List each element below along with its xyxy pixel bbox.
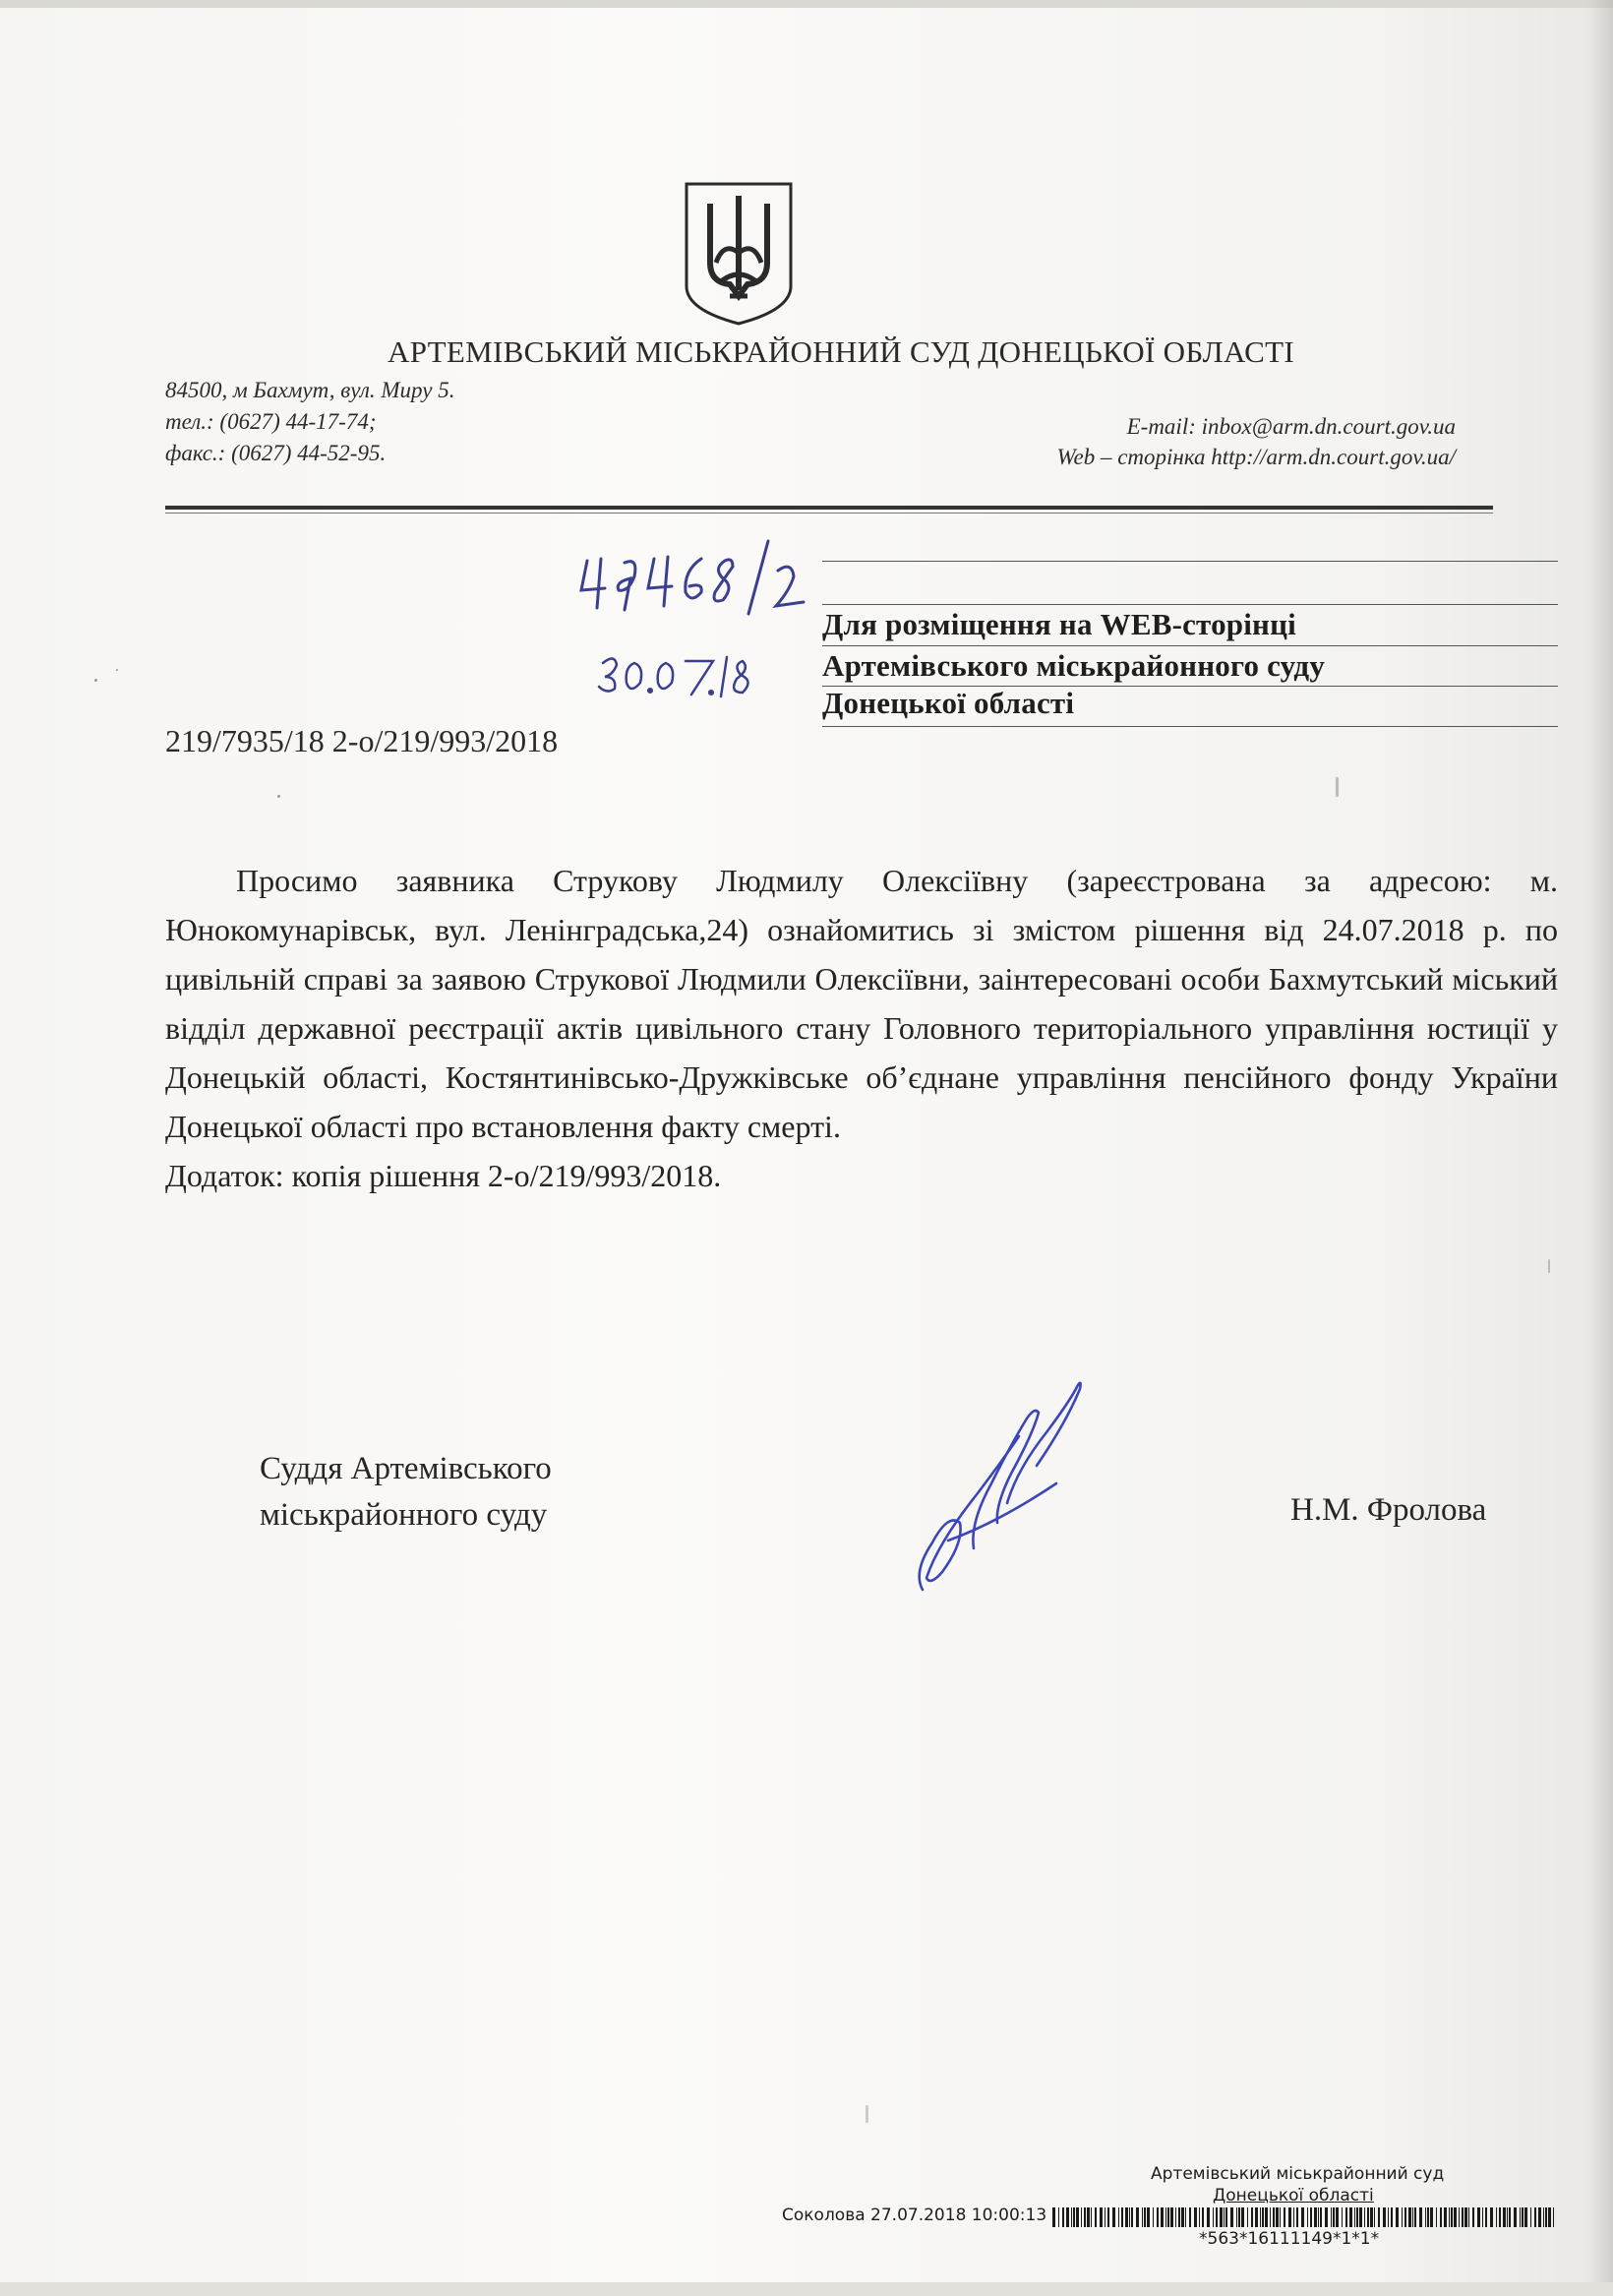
barcode-bar bbox=[1370, 2207, 1373, 2227]
barcode-bar bbox=[1514, 2207, 1517, 2227]
barcode-bar bbox=[1499, 2207, 1501, 2227]
barcode-bar bbox=[1161, 2207, 1164, 2227]
barcode-bar bbox=[1175, 2207, 1176, 2227]
barcode-bar bbox=[1451, 2207, 1453, 2227]
barcode-bar bbox=[1073, 2207, 1075, 2227]
barcode-bar bbox=[1066, 2207, 1069, 2227]
barcode-bar bbox=[1238, 2207, 1240, 2227]
barcode-bar bbox=[1333, 2207, 1335, 2227]
barcode-bar bbox=[1185, 2207, 1186, 2227]
barcode-bar bbox=[1538, 2207, 1541, 2227]
registration-stamp bbox=[782, 2164, 1559, 2272]
barcode-bar bbox=[1265, 2207, 1268, 2227]
barcode-bar bbox=[1374, 2207, 1375, 2227]
barcode-bar bbox=[1202, 2207, 1204, 2227]
barcode-bar bbox=[1522, 2207, 1523, 2227]
barcode-bar bbox=[1383, 2207, 1386, 2227]
barcode-bar bbox=[1349, 2207, 1352, 2227]
barcode-bar bbox=[1331, 2207, 1332, 2227]
barcode-bar bbox=[1454, 2207, 1457, 2227]
barcode-bar bbox=[1207, 2207, 1210, 2227]
barcode-bar bbox=[1076, 2207, 1079, 2227]
barcode-bar bbox=[1468, 2207, 1469, 2227]
barcode-bar bbox=[1356, 2207, 1358, 2227]
barcode bbox=[1052, 2207, 1559, 2227]
barcode-bar bbox=[1125, 2207, 1128, 2227]
barcode-bar bbox=[1507, 2207, 1508, 2227]
barcode-bar bbox=[1427, 2207, 1429, 2227]
barcode-bar bbox=[1084, 2207, 1086, 2227]
barcode-bar bbox=[1496, 2207, 1497, 2227]
barcode-bar bbox=[1310, 2207, 1312, 2227]
barcode-bar bbox=[1262, 2207, 1264, 2227]
header-divider bbox=[165, 506, 1493, 510]
barcode-bar bbox=[1325, 2207, 1328, 2227]
stamp-court-name: Артемівський міськрайонний суд bbox=[1151, 2164, 1445, 2184]
barcode-bar bbox=[1181, 2207, 1184, 2227]
barcode-bar bbox=[1307, 2207, 1308, 2227]
barcode-bar bbox=[1378, 2207, 1380, 2227]
barcode-bar bbox=[1545, 2207, 1547, 2227]
barcode-bar bbox=[1318, 2207, 1319, 2227]
barcode-bar bbox=[1273, 2207, 1275, 2227]
handwritten-signature bbox=[909, 1375, 1096, 1601]
judge-name: Н.М. Фролова bbox=[1290, 1492, 1487, 1528]
scan-edge-bottom bbox=[0, 2282, 1613, 2296]
barcode-bar bbox=[1178, 2207, 1180, 2227]
barcode-bar bbox=[1296, 2207, 1298, 2227]
barcode-bar bbox=[1121, 2207, 1123, 2227]
barcode-bar bbox=[1408, 2207, 1411, 2227]
barcode-bar bbox=[1503, 2207, 1506, 2227]
barcode-bar bbox=[1444, 2207, 1447, 2227]
handwritten-date bbox=[595, 641, 762, 700]
stamp-code: *563*16111149*1*1* bbox=[1199, 2229, 1380, 2249]
barcode-bar bbox=[1430, 2207, 1433, 2227]
barcode-bar bbox=[1436, 2207, 1437, 2227]
barcode-bar bbox=[1524, 2207, 1527, 2227]
destination-rule-4 bbox=[822, 726, 1558, 727]
barcode-bar bbox=[1472, 2207, 1474, 2227]
barcode-bar bbox=[1236, 2207, 1237, 2227]
scan-edge-top bbox=[0, 0, 1613, 8]
barcode-bar bbox=[1345, 2207, 1347, 2227]
barcode-bar bbox=[1224, 2207, 1225, 2227]
barcode-bar bbox=[1058, 2207, 1059, 2227]
barcode-bar bbox=[1194, 2207, 1197, 2227]
stamp-region: Донецької області bbox=[1213, 2186, 1374, 2205]
barcode-bar bbox=[1288, 2207, 1291, 2227]
barcode-bar bbox=[1404, 2207, 1406, 2227]
barcode-bar bbox=[1359, 2207, 1362, 2227]
barcode-bar bbox=[1391, 2207, 1393, 2227]
barcode-bar bbox=[1142, 2207, 1143, 2227]
court-email: E-mail: inbox@arm.dn.court.gov.ua bbox=[1126, 414, 1456, 439]
barcode-bar bbox=[1462, 2207, 1464, 2227]
barcode-bar bbox=[1402, 2207, 1403, 2227]
barcode-bar bbox=[1255, 2207, 1258, 2227]
barcode-bar bbox=[1425, 2207, 1426, 2227]
case-number: 219/7935/18 2-о/219/993/2018 bbox=[165, 723, 559, 758]
barcode-bar bbox=[1170, 2207, 1173, 2227]
court-address: 84500, м Бахмут, вул. Миру 5. bbox=[165, 378, 455, 402]
destination-line-1: Для розміщення на WEB-сторінці bbox=[822, 607, 1296, 641]
barcode-bar bbox=[1216, 2207, 1218, 2227]
barcode-bar bbox=[1459, 2207, 1460, 2227]
barcode-bar bbox=[1354, 2207, 1355, 2227]
barcode-bar bbox=[1091, 2207, 1092, 2227]
barcode-bar bbox=[1301, 2207, 1304, 2227]
judge-title bbox=[260, 1446, 552, 1539]
letter-body bbox=[165, 856, 1558, 1200]
barcode-bar bbox=[1052, 2207, 1055, 2227]
barcode-bar bbox=[1534, 2207, 1536, 2227]
barcode-bar bbox=[1071, 2207, 1072, 2227]
barcode-bar bbox=[1189, 2207, 1191, 2227]
barcode-bar bbox=[1449, 2207, 1450, 2227]
header-divider-thin bbox=[165, 513, 1493, 514]
handwritten-reg-number bbox=[575, 531, 821, 620]
barcode-bar bbox=[1490, 2207, 1493, 2227]
barcode-bar bbox=[1553, 2207, 1554, 2227]
barcode-bar bbox=[1270, 2207, 1271, 2227]
barcode-bar bbox=[1520, 2207, 1521, 2227]
letter-paragraph: Просимо заявника Струкову Людмилу Олексіївну (зареєстрована за адресою: м. Юнокомунарівськ, вул. Ленінградська,24) ознайомитись зі змістом рішення від 24.07.2018 р. по цивільній справі за заявою Струкової Людмили Олексіївни, заінтересовані особи Бахмутський міський відділ державної реєстрації актів цивільного стану Головного територіального управління юстиції у Донецькій області, Костянтинівсько-Дружківське об’єднане управління пенсійного фонду України Донецької області про встановлення факту смерті. bbox=[165, 863, 1558, 1144]
barcode-bar bbox=[1530, 2207, 1531, 2227]
barcode-bar bbox=[1167, 2207, 1169, 2227]
barcode-bar bbox=[1367, 2207, 1369, 2227]
barcode-bar bbox=[1336, 2207, 1339, 2227]
barcode-bar bbox=[1129, 2207, 1130, 2227]
barcode-bar bbox=[1081, 2207, 1082, 2227]
barcode-bar bbox=[1062, 2207, 1064, 2227]
court-fax: факс.: (0627) 44-52-95. bbox=[165, 441, 387, 465]
court-web: Web – сторінка http://arm.dn.court.gov.ua/ bbox=[1056, 445, 1456, 469]
destination-rule-2 bbox=[822, 645, 1558, 646]
barcode-bar bbox=[1241, 2207, 1244, 2227]
barcode-bar bbox=[1230, 2207, 1233, 2227]
barcode-bar bbox=[1153, 2207, 1154, 2227]
court-name: АРТЕМІВСЬКИЙ МІСЬКРАЙОННИЙ СУД ДОНЕЦЬКОЇ ОБЛАСТІ bbox=[388, 334, 1294, 369]
stamp-clerk-datetime: Соколова 27.07.2018 10:00:13 bbox=[782, 2205, 1047, 2225]
judge-title-line-1: Суддя Артемівського bbox=[260, 1451, 552, 1486]
barcode-bar bbox=[1087, 2207, 1090, 2227]
barcode-bar bbox=[1225, 2207, 1227, 2227]
barcode-bar bbox=[1482, 2207, 1483, 2227]
barcode-bar bbox=[1440, 2207, 1442, 2227]
barcode-bar bbox=[1284, 2207, 1285, 2227]
barcode-bar bbox=[1548, 2207, 1551, 2227]
barcode-bar bbox=[1260, 2207, 1261, 2227]
barcode-bar bbox=[1320, 2207, 1322, 2227]
barcode-bar bbox=[1419, 2207, 1422, 2227]
destination-line-2: Артемівського міськрайонного суду bbox=[822, 648, 1326, 683]
letter-attachment: Додаток: копія рішення 2-о/219/993/2018. bbox=[165, 1158, 722, 1193]
barcode-bar bbox=[1136, 2207, 1139, 2227]
barcode-bar bbox=[1543, 2207, 1544, 2227]
trident-coat-of-arms-icon bbox=[681, 180, 797, 328]
barcode-bar bbox=[1247, 2207, 1248, 2227]
barcode-bar bbox=[1509, 2207, 1511, 2227]
barcode-bar bbox=[1095, 2207, 1097, 2227]
barcode-bar bbox=[1165, 2207, 1166, 2227]
barcode-bar bbox=[1199, 2207, 1200, 2227]
barcode-bar bbox=[1118, 2207, 1119, 2227]
barcode-bar bbox=[1147, 2207, 1150, 2227]
barcode-bar bbox=[1280, 2207, 1281, 2227]
barcode-bar bbox=[1293, 2207, 1294, 2227]
barcode-bar bbox=[1342, 2207, 1343, 2227]
destination-line-3: Донецької області bbox=[822, 686, 1075, 720]
court-phone: тел.: (0627) 44-17-74; bbox=[165, 409, 377, 434]
barcode-bar bbox=[1107, 2207, 1109, 2227]
barcode-bar bbox=[1100, 2207, 1103, 2227]
barcode-bar bbox=[1112, 2207, 1115, 2227]
judge-title-line-2: міськрайонного суду bbox=[260, 1497, 548, 1533]
barcode-bar bbox=[1364, 2207, 1365, 2227]
barcode-bar bbox=[1220, 2207, 1223, 2227]
destination-rule-1 bbox=[822, 604, 1558, 605]
destination-rule-top bbox=[822, 561, 1558, 562]
barcode-bar bbox=[1276, 2207, 1279, 2227]
barcode-bar bbox=[1485, 2207, 1487, 2227]
barcode-bar bbox=[1464, 2207, 1467, 2227]
barcode-bar bbox=[1144, 2207, 1146, 2227]
barcode-bar bbox=[1477, 2207, 1480, 2227]
barcode-bar bbox=[1213, 2207, 1214, 2227]
barcode-bar bbox=[1414, 2207, 1416, 2227]
barcode-bar bbox=[1314, 2207, 1317, 2227]
barcode-bar bbox=[1157, 2207, 1159, 2227]
barcode-bar bbox=[1388, 2207, 1389, 2227]
barcode-bar bbox=[1396, 2207, 1399, 2227]
barcode-bar bbox=[1412, 2207, 1413, 2227]
barcode-bar bbox=[1131, 2207, 1133, 2227]
barcode-bar bbox=[1251, 2207, 1253, 2227]
